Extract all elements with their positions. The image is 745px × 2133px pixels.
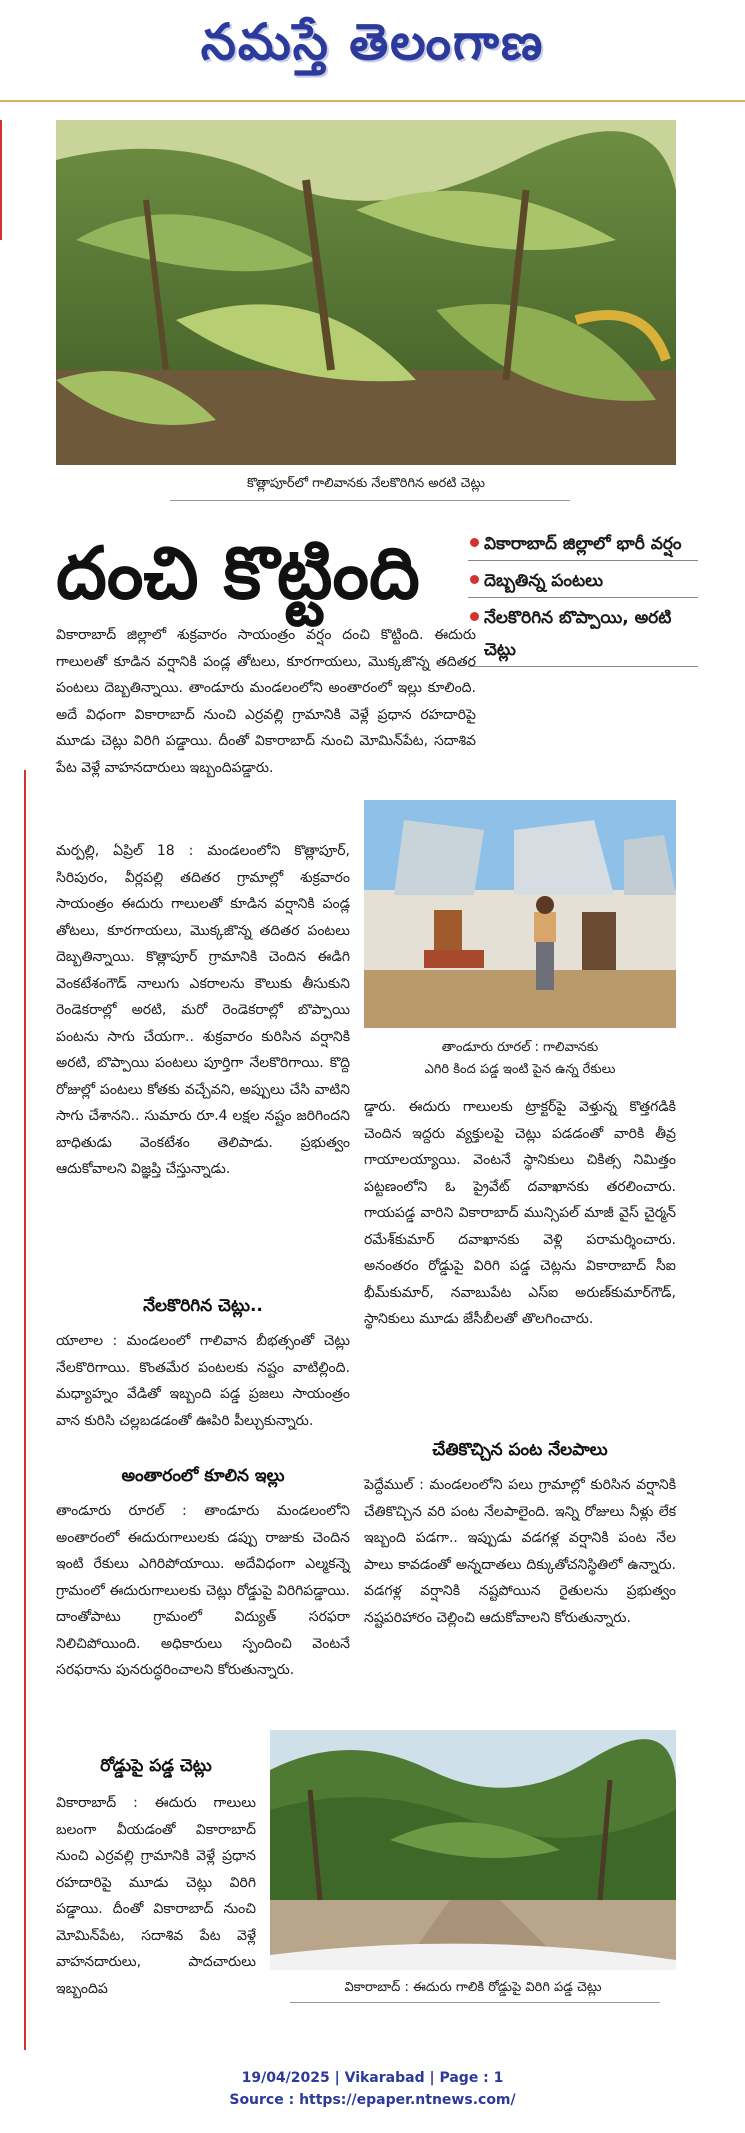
masthead bbox=[0, 0, 745, 104]
highlight-text: వికారాబాద్‌ జిల్లాలో భారీ వర్షం bbox=[484, 534, 682, 554]
subhead-crop-loss: చేతికొచ్చిన పంట నేలపాలు bbox=[432, 1440, 608, 1460]
subhead-road-trees: రోడ్డుపై పడ్డ చెట్లు bbox=[100, 1756, 212, 1776]
house-photo-caption-line2: ఎగిరి కింద పడ్డ ఇంటి పైన ఉన్న రేకులు bbox=[424, 1062, 616, 1077]
article-continued: డ్డారు. ఈదురు గాలులకు ట్రాక్టర్‌పై వెళ్తున్న కొత్తగడికి చెందిన ఇద్దరు వ్యక్తులపై చెట్లు పడడంతో వారికి తీవ్ర గాయాలయ్యాయి. వెంటనే స్థానికులు చికిత్స నిమిత్తం పట్టణంలోని ఓ ప్రైవేట్‌ దవాఖానకు తరలించారు. గాయపడ్డ వారిని వికారాబాద్‌ మున్సిపల్‌ మాజీ వైస్‌ చైర్మన్‌ రమేశ్‌కుమార్‌ దవాఖానకు వెళ్లి పరామర్శించారు. అనంతరం రోడ్డుపై విరిగి పడ్డ చెట్లను వికారాబాద్‌ సీఐ భీమ్‌కుమార్‌, నవాబుపేట ఎస్‌ఐ అరుణ్‌కుమార్‌గౌడ్‌, స్థానికులు మూడు జేసీబీలతో తొలగించారు. bbox=[364, 1099, 676, 1327]
highlight-text: దెబ్బతిన్న పంటలు bbox=[484, 571, 604, 591]
house-photo-caption-line1: తాండూరు రూరల్‌ : గాలివానకు bbox=[441, 1040, 599, 1055]
bullet-icon bbox=[470, 612, 479, 621]
footer-edition: 19/04/2025 | Vikarabad | Page : 1 bbox=[241, 2070, 504, 2086]
subhead-collapsed-house: అంతారంలో కూలిన ఇల్లు bbox=[121, 1466, 285, 1486]
headline: దంచి కొట్టింది bbox=[56, 530, 420, 615]
article-tandur: తాండూరు రూరల్‌ : తాండూరు మండలంలోని అంతారంలో ఈదురుగాలులకు డప్పు రాజుకు చెందిన ఇంటి రేకులు ఎగిరిపోయాయి. అదేవిధంగా ఎల్మకన్నె గ్రామంలో ఈదురుగాలులకు చెట్లు రోడ్డుపై విరిగిపడ్డాయి. దాంతోపాటు గ్రామంలో విద్యుత్‌ సరఫరా నిలిచిపోయింది. అధికారులు స్పందించి వెంటనే సరఫరాను పునరుద్ధరించాలని కోరుతున్నారు. bbox=[56, 1503, 350, 1678]
highlight-item bbox=[468, 565, 698, 598]
road-photo bbox=[270, 1730, 676, 1970]
highlights bbox=[468, 528, 698, 671]
highlight-item bbox=[468, 528, 698, 561]
banana-photo-caption: కొత్లాపూర్‌లో గాలివానకు నేలకొరిగిన అరటి చెట్లు bbox=[247, 476, 485, 491]
road-photo-caption: వికారాబాద్‌ : ఈదురు గాలికి రోడ్డుపై విరిగి పడ్డ చెట్లు bbox=[344, 1980, 602, 1995]
margin-rule-article bbox=[24, 770, 26, 2050]
banana-caption-rule bbox=[170, 500, 570, 501]
article-peddemul: పెద్దేముల్‌ : మండలంలోని పలు గ్రామాల్లో కురిసిన వర్షానికి చేతికొచ్చిన వరి పంట నేలపాలైంది. ఇన్ని రోజులు నీళ్లు లేక ఇబ్బంది పడగా.. ఇప్పుడు వడగళ్ల వర్షానికి పంట నేల పాలు కావడంతో అన్నదాతలు దిక్కుతోచనిస్థితిలో ఉన్నారు. వడగళ్ల వర్షానికి నష్టపోయిన రైతులను ప్రభుత్వం నష్టపరిహారం చెల్లించి ఆదుకోవాలని కోరుతున్నారు. bbox=[364, 1477, 676, 1626]
subhead-fallen-trees: నేలకొరిగిన చెట్లు.. bbox=[143, 1296, 263, 1316]
masthead-rule bbox=[0, 100, 745, 102]
banana-photo bbox=[56, 120, 676, 465]
house-photo bbox=[364, 800, 676, 1028]
intro-paragraph: వికారాబాద్‌ జిల్లాలో శుక్రవారం సాయంత్రం వర్షం దంచి కొట్టింది. ఈదురు గాలులతో కూడిన వర్షానికి పండ్ల తోటలు, కూరగాయలు, మొక్కజొన్న తదితర పంటలు దెబ్బతిన్నాయి. తాండూరు మండలంలోని అంతారంలో ఇల్లు కూలింది. అదే విధంగా వికారాబాద్‌ నుంచి ఎర్రవల్లి గ్రామానికి వెళ్లే ప్రధాన రహదారిపై మూడు చెట్లు విరిగి పడ్డాయి. దీంతో వికారాబాద్‌ నుంచి మోమిన్‌పేట, సదాశివ పేట వెళ్లే వాహనదారులు ఇబ్బందిపడ్డారు. bbox=[56, 627, 476, 776]
footer-source: Source : https://epaper.ntnews.com/ bbox=[229, 2092, 516, 2108]
margin-rule-top bbox=[0, 120, 2, 240]
article-vikarabad: వికారాబాద్‌ : ఈదురు గాలులు బలంగా వీయడంతో వికారాబాద్‌ నుంచి ఎర్రవల్లి గ్రామానికి వెళ్లే ప్రధాన రహదారిపై మూడు చెట్లు విరిగి పడ్డాయి. దీంతో వికారాబాద్‌ నుంచి మోమిన్‌పేట, సదాశివ పేట వెళ్లే వాహనదారులు, పాదచారులు ఇబ్బందిప bbox=[56, 1795, 256, 1997]
article-marpalli: మర్పల్లి, ఏప్రిల్‌ 18 : మండలంలోని కొత్లాపూర్‌, సిరిపురం, వీర్లపల్లి తదితర గ్రామాల్లో శుక్రవారం సాయంత్రం ఈదురు గాలులతో కూడిన వర్షానికి పండ్ల తోటలు, కూరగాయలు, మొక్కజొన్న తదితర పంటలు దెబ్బతిన్నాయి. కొత్లాపూర్‌ గ్రామానికి చెందిన ఈడిగి వెంకటేశంగౌడ్‌ నాలుగు ఎకరాలను కౌలుకు తీసుకుని రెండెకరాల్లో అరటి, మరో రెండెకరాల్లో బొప్పాయి పంటను సాగు చేయగా.. శుక్రవారం కురిసిన వర్షానికి అరటి, బొప్పాయి పంటలు పూర్తిగా నేలకొరిగాయి. కొద్ది రోజుల్లో పంటలు కోతకు వచ్చేవని, అప్పులు చేసి వాటిని సాగు చేశానని.. సుమారు రూ.4 లక్షల నష్టం జరిగిందని బాధితుడు వెంకటేశం తెలిపాడు. ప్రభుత్వం ఆదుకోవాలని విజ్ఞప్తి చేస్తున్నాడు. bbox=[56, 843, 350, 1177]
article-yalala: యాలాల : మండలంలో గాలివాన బీభత్సంతో చెట్లు నేలకొరిగాయి. కొంతమేర పంటలకు నష్టం వాటిల్లింది. మధ్యాహ్నం వేడితో ఇబ్బంది పడ్డ ప్రజలు సాయంత్రం వాన కురిసి చల్లబడడంతో ఊపిరి పీల్చుకున్నారు. bbox=[56, 1333, 350, 1429]
highlight-item bbox=[468, 602, 698, 667]
road-caption-rule bbox=[290, 2002, 660, 2003]
bullet-icon bbox=[470, 538, 479, 547]
bullet-icon bbox=[470, 575, 479, 584]
highlight-text: నేలకొరిగిన బొప్పాయి, అరటి చెట్లు bbox=[484, 608, 672, 660]
masthead-title: నమస్తే తెలంగాణ bbox=[200, 12, 545, 71]
